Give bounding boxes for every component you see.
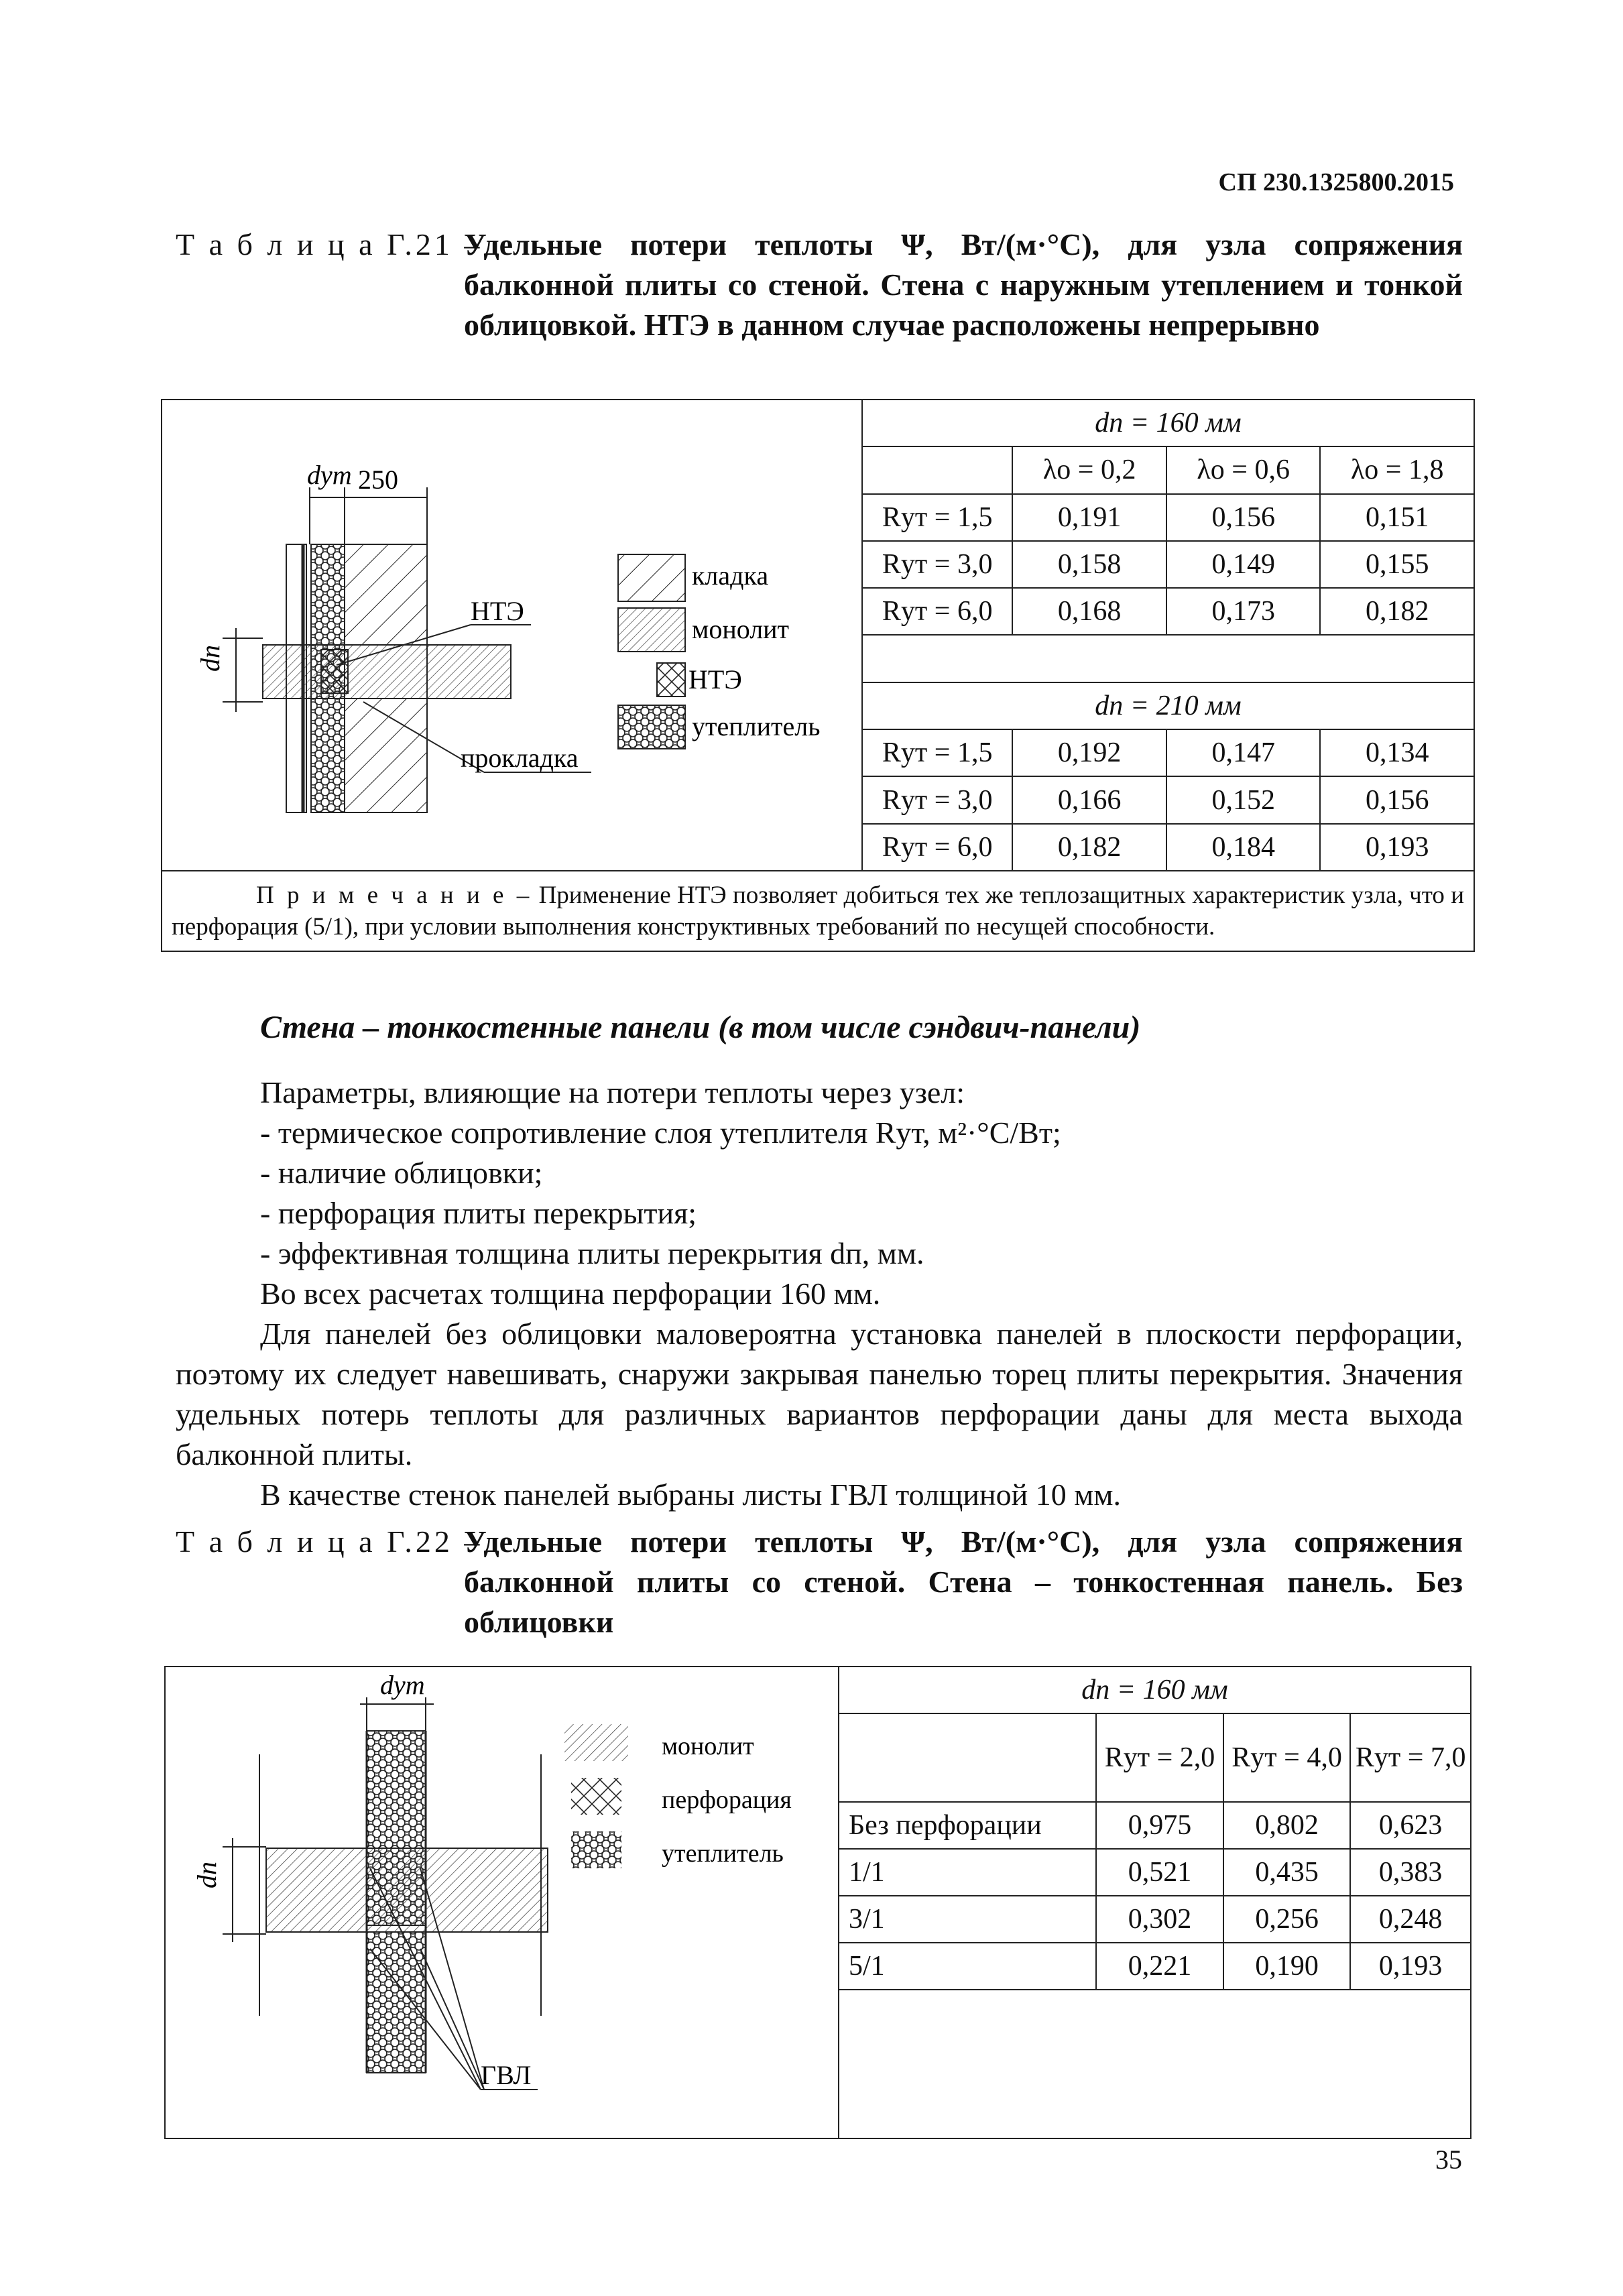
cell-value: 0,221 [1096, 1943, 1223, 1990]
cell-value: 0,193 [1350, 1943, 1471, 1990]
row-label: 1/1 [839, 1849, 1096, 1896]
table21-group1-header: dп = 160 мм [862, 400, 1474, 446]
cell-value: 0,256 [1223, 1896, 1351, 1943]
section-intro: Параметры, влияющие на потери теплоты через узел: [260, 1075, 965, 1109]
legend-perforation-swatch [571, 1778, 621, 1815]
table22-col-header: Rут = 7,0 [1350, 1713, 1471, 1802]
row-label: Rут = 6,0 [862, 824, 1012, 871]
table21-dim-dut: dут [307, 460, 352, 490]
table21-note [162, 871, 1474, 951]
table21-dim-250: 250 [358, 465, 398, 495]
cell-value: 0,166 [1012, 776, 1166, 823]
legend-insulation-label: утеплитель [692, 711, 821, 741]
cell-value: 0,190 [1223, 1943, 1351, 1990]
table22-filler [839, 1990, 1471, 2138]
cell-value: 0,383 [1350, 1849, 1471, 1896]
cell-value: 0,152 [1166, 776, 1321, 823]
bullet-item: - наличие облицовки; [260, 1156, 543, 1190]
table22-col-header: Rут = 4,0 [1223, 1713, 1351, 1802]
cell-value: 0,156 [1166, 494, 1321, 541]
row-label: Rут = 6,0 [862, 588, 1012, 635]
row-label: Rут = 1,5 [862, 494, 1012, 541]
cell-value: 0,623 [1350, 1802, 1471, 1849]
legend-masonry-label: кладка [692, 560, 769, 591]
table22-label: Т а б л и ц а Г.22 – [176, 1524, 483, 1559]
table21-empty-header [862, 446, 1012, 493]
table22-col-header: Rут = 2,0 [1096, 1713, 1223, 1802]
legend-perforation-label: перфорация [662, 1786, 792, 1814]
table21-spacer-row [862, 635, 1474, 682]
section-body [176, 1073, 1463, 1515]
table22-node-diagram [166, 1667, 836, 2103]
cell-value: 0,168 [1012, 588, 1166, 635]
cell-value: 0,155 [1320, 541, 1474, 588]
legend-monolith-swatch [564, 1724, 628, 1761]
table22-empty-header [839, 1713, 1096, 1802]
cell-value: 0,521 [1096, 1849, 1223, 1896]
legend-monolith-label: монолит [692, 614, 790, 644]
cell-value: 0,192 [1012, 729, 1166, 776]
cell-value: 0,435 [1223, 1849, 1351, 1896]
legend-insulation-swatch [571, 1831, 621, 1868]
cell-value: 0,147 [1166, 729, 1321, 776]
section-title: Стена – тонкостенные панели (в том числе сэндвич-панели) [260, 1010, 1141, 1045]
cell-value: 0,302 [1096, 1896, 1223, 1943]
table21-lambda-header: λо = 1,8 [1320, 446, 1474, 493]
cell-value: 0,248 [1350, 1896, 1471, 1943]
row-label: Без перфорации [839, 1802, 1096, 1849]
table22-group-header: dп = 160 мм [839, 1667, 1471, 1713]
row-label: Rут = 1,5 [862, 729, 1012, 776]
table21-group2-header: dп = 210 мм [862, 682, 1474, 729]
cell-value: 0,193 [1320, 824, 1474, 871]
paragraph: В качестве стенок панелей выбраны листы ГВЛ толщиной 10 мм. [260, 1477, 1121, 1512]
table22-figure-cell [165, 1667, 839, 2138]
row-label: Rут = 3,0 [862, 776, 1012, 823]
note-label: П р и м е ч а н и е – [256, 882, 533, 909]
table22-dim-dut: dут [380, 1670, 425, 1700]
cell-value: 0,158 [1012, 541, 1166, 588]
table21-lambda-header: λо = 0,2 [1012, 446, 1166, 493]
table21-title: Удельные потери теплоты Ψ, Вт/(м·°С), для узла сопряжения балконной плиты со стеной. Стена с наружным утеплением и тонкой облицовкой. НТЭ в данном случае расположены непрерывно [464, 227, 1463, 342]
page-number: 35 [1435, 2144, 1462, 2175]
table21-node-diagram [162, 400, 859, 863]
table22-caption [176, 1522, 1463, 1642]
table21-label: Т а б л и ц а Г.21 – [176, 227, 483, 261]
cell-value: 0,184 [1166, 824, 1321, 871]
cell-value: 0,173 [1166, 588, 1321, 635]
legend-monolith-swatch [618, 608, 685, 652]
legend-masonry-swatch [618, 554, 685, 601]
legend-insulation-swatch [618, 705, 685, 749]
table21-lambda-header: λо = 0,6 [1166, 446, 1321, 493]
legend-nte-label: НТЭ [688, 664, 742, 694]
document-code: СП 230.1325800.2015 [1218, 168, 1454, 196]
table21-figure-cell [162, 400, 862, 871]
paragraph: Во всех расчетах толщина перфорации 160 мм. [260, 1276, 881, 1311]
table21-dim-dp: dп [195, 645, 225, 672]
row-label: Rут = 3,0 [862, 541, 1012, 588]
cell-value: 0,191 [1012, 494, 1166, 541]
cell-value: 0,802 [1223, 1802, 1351, 1849]
row-label: 5/1 [839, 1943, 1096, 1990]
bullet-item: - эффективная толщина плиты перекрытия dп, мм. [260, 1236, 924, 1270]
cell-value: 0,134 [1320, 729, 1474, 776]
table22-label-gvl: ГВЛ [481, 2060, 532, 2090]
cell-value: 0,182 [1320, 588, 1474, 635]
table22-dim-dp: dп [192, 1862, 222, 1888]
table21-label-nte: НТЭ [471, 596, 524, 626]
cell-value: 0,149 [1166, 541, 1321, 588]
table22-title: Удельные потери теплоты Ψ, Вт/(м·°С), для узла сопряжения балконной плиты со стеной. Стена – тонкостенная панель. Без облицовки [464, 1524, 1463, 1639]
bullet-item: - термическое сопротивление слоя утеплителя Rут, м²·°С/Вт; [260, 1115, 1061, 1150]
table21 [161, 399, 1475, 952]
table22 [164, 1666, 1471, 2139]
note-text: Применение НТЭ позволяет добиться тех же теплозащитных характеристик узла, что и перфорация (5/1), при условии выполнения конструктивных требований по несущей способности. [172, 882, 1465, 941]
legend-insulation-label: утеплитель [662, 1839, 784, 1868]
row-label: 3/1 [839, 1896, 1096, 1943]
cell-value: 0,151 [1320, 494, 1474, 541]
legend-nte-swatch [657, 663, 685, 697]
cell-value: 0,156 [1320, 776, 1474, 823]
cell-value: 0,975 [1096, 1802, 1223, 1849]
legend-monolith-label: монолит [662, 1732, 754, 1760]
table21-label-gasket: прокладка [461, 743, 579, 773]
cell-value: 0,182 [1012, 824, 1166, 871]
table21-caption [176, 225, 1463, 345]
paragraph: Для панелей без облицовки маловероятна установка панелей в плоскости перфорации, поэтому их следует навешивать, снаружи закрывая панелью торец плиты перекрытия. Значения удельных потерь теплоты для различных вариантов перфорации даны для места выхода балконной плиты. [176, 1317, 1463, 1471]
bullet-item: - перфорация плиты перекрытия; [260, 1196, 697, 1230]
